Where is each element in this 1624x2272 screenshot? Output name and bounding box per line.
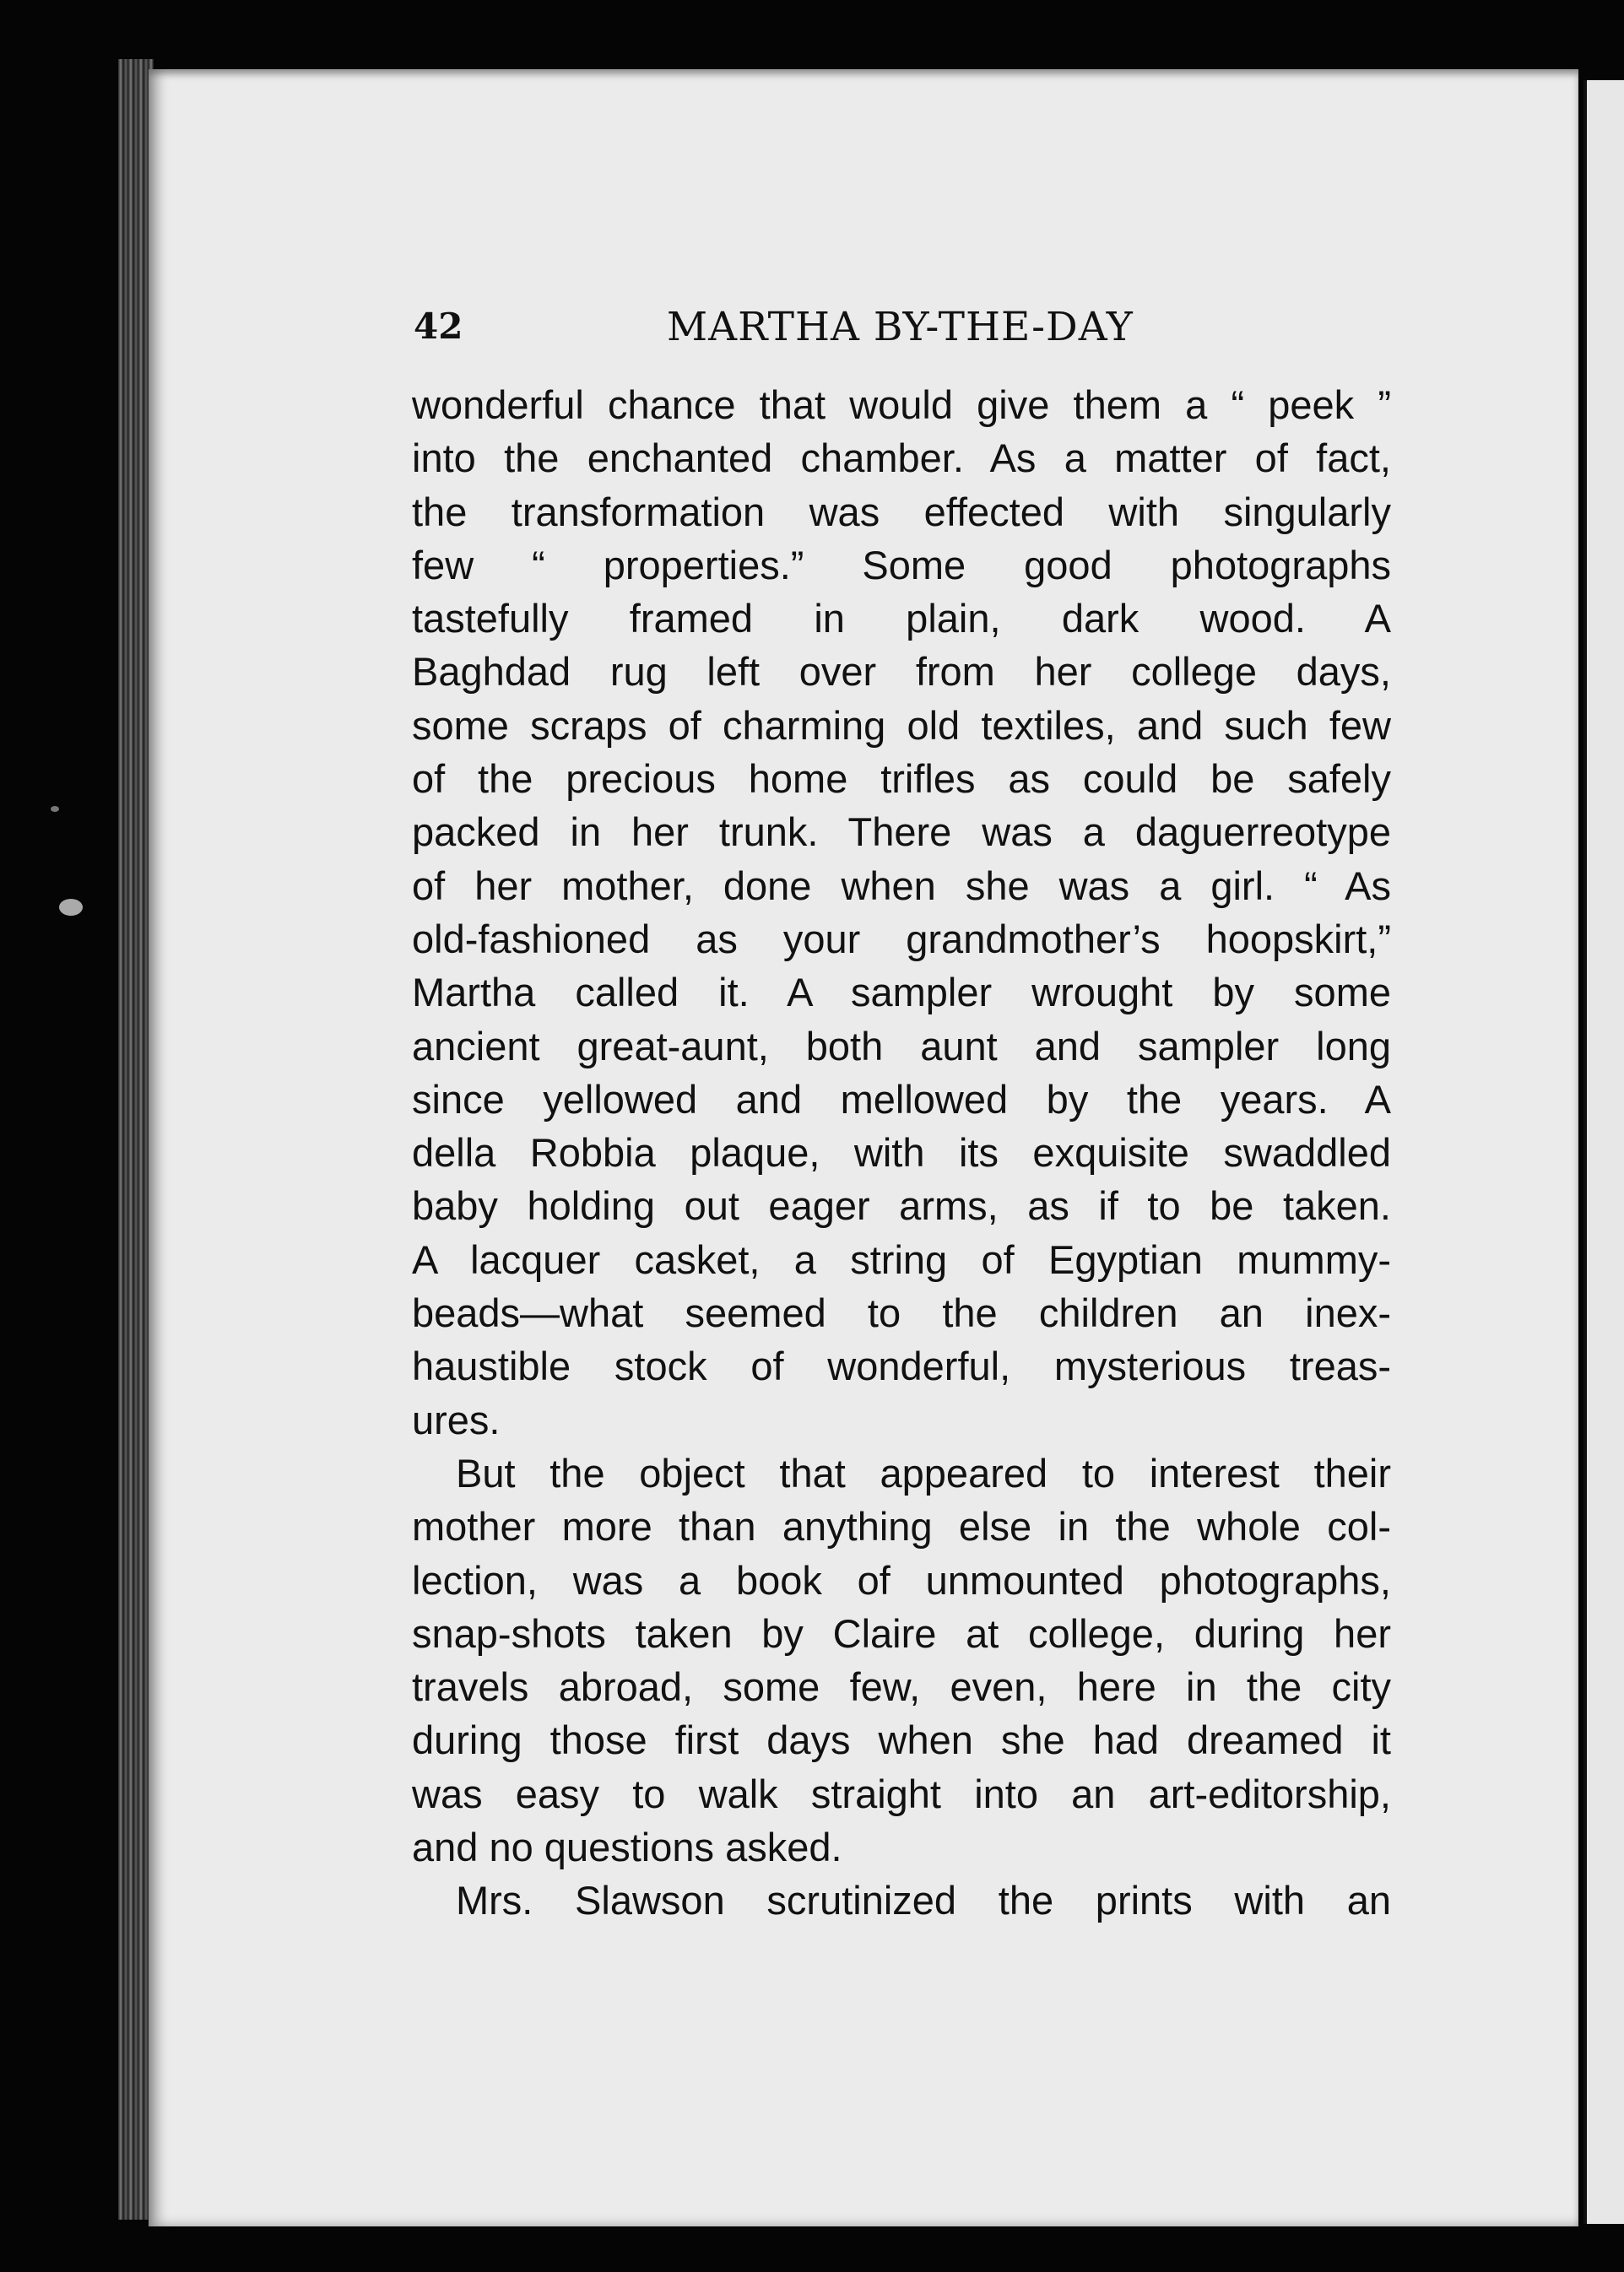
text-line: some scraps of charming old textiles, and such few — [412, 702, 1391, 748]
text-line: into the enchanted chamber. As a matter of fact, — [412, 435, 1391, 481]
text-line: haustible stock of wonderful, mysterious treas- — [412, 1344, 1391, 1389]
text-line: beads—what seemed to the children an inex- — [412, 1290, 1391, 1336]
text-line: A lacquer casket, a string of Egyptian mummy- — [412, 1236, 1391, 1282]
text-line: and no questions asked. — [412, 1825, 842, 1870]
text-line: Martha called it. A sampler wrought by some — [412, 970, 1391, 1015]
text-line: ures. — [412, 1397, 501, 1442]
text-line: of her mother, done when she was a girl. “ As — [412, 863, 1391, 908]
text-line: during those first days when she had dreamed it — [412, 1718, 1391, 1763]
text-line: lection, was a book of unmounted photographs, — [412, 1557, 1391, 1603]
text-line: packed in her trunk. There was a daguerreotype — [412, 809, 1391, 855]
text-line: the transformation was effected with singularly — [412, 489, 1391, 534]
text-line: old-fashioned as your grandmother’s hoopskirt,” — [412, 916, 1391, 961]
page-header — [414, 304, 1393, 363]
body-text — [412, 378, 1391, 1928]
text-line: few “ properties.” Some good photographs — [412, 542, 1391, 587]
text-line: was easy to walk straight into an art-editorship, — [412, 1771, 1391, 1816]
text-line: Baghdad rug left over from her college days, — [412, 649, 1391, 695]
text-line: baby holding out eager arms, as if to be taken. — [412, 1183, 1391, 1229]
text-line: snap-shots taken by Claire at college, during her — [412, 1610, 1391, 1656]
text-line: of the precious home trifles as could be safely — [412, 756, 1391, 802]
text-line: tastefully framed in plain, dark wood. A — [412, 596, 1391, 641]
margin-speck — [51, 806, 59, 812]
text-line: wonderful chance that would give them a “ peek ” — [412, 382, 1391, 427]
text-line: della Robbia plaque, with its exquisite swaddled — [412, 1130, 1391, 1176]
text-line: since yellowed and mellowed by the years. A — [412, 1076, 1391, 1122]
text-line: But the object that appeared to interest their — [456, 1450, 1391, 1496]
text-line: travels abroad, some few, even, here in the city — [412, 1664, 1391, 1710]
margin-speck — [59, 899, 83, 916]
text-line: ancient great-aunt, both aunt and sampler long — [412, 1023, 1391, 1068]
next-page-edge — [1583, 80, 1624, 2224]
text-line: mother more than anything else in the whole col- — [412, 1504, 1391, 1550]
running-title: MARTHA BY-THE-DAY — [667, 304, 1134, 350]
text-line: Mrs. Slawson scrutinized the prints with an — [456, 1878, 1391, 1923]
page-number: 42 — [414, 306, 463, 347]
